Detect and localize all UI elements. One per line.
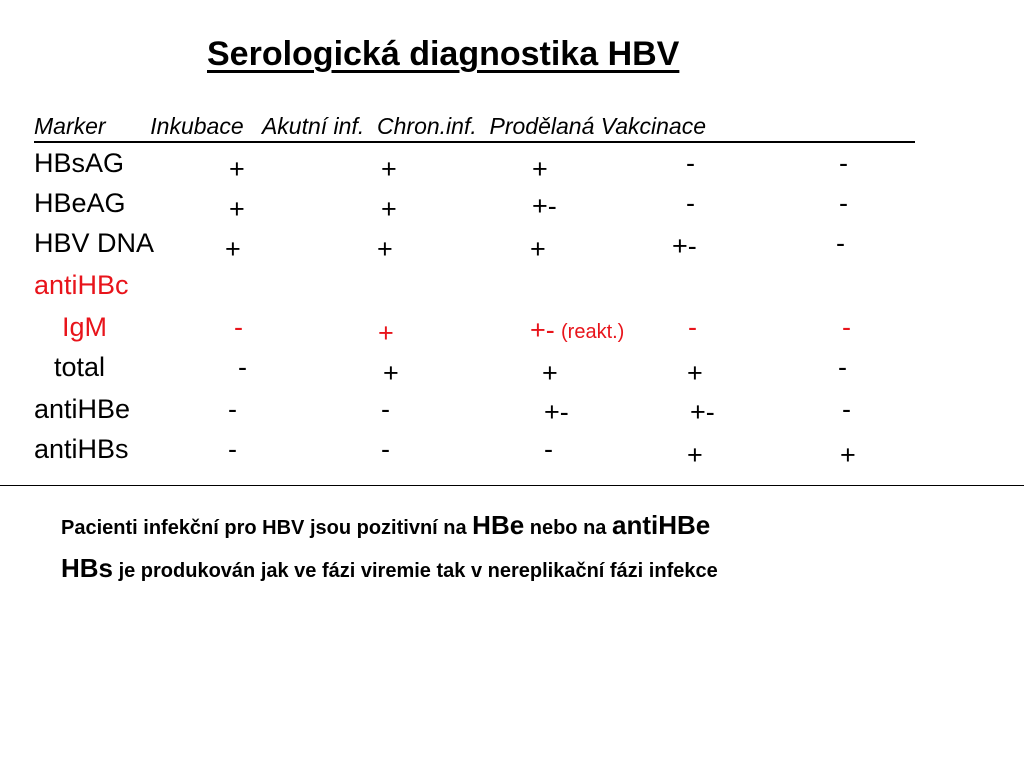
- row-label-hbeag: HBeAG: [34, 188, 126, 218]
- row-label-total: total: [54, 352, 106, 382]
- row-label-antihbc: antiHBc: [34, 270, 129, 300]
- cell-igm-chron: +-: [530, 315, 555, 345]
- note-text-2b: je produkován jak ve fázi viremie tak v nereplikační fázi infekce: [113, 560, 718, 582]
- cell-hbvdna-prodelana: +-: [672, 231, 697, 261]
- page-title: Serologická diagnostika HBV: [207, 35, 680, 73]
- cell-hbsag-inkubace: +: [229, 154, 245, 184]
- cell-hbvdna-vakcinace: -: [836, 228, 845, 258]
- cell-total-chron: +: [542, 358, 558, 388]
- row-label-antihbs: antiHBs: [34, 434, 129, 464]
- cell-igm-inkubace: -: [234, 312, 243, 342]
- cell-antihbs-akutni: -: [381, 434, 390, 464]
- cell-antihbs-prodelana: +: [687, 440, 703, 470]
- note-text-1a: Pacienti infekční pro HBV jsou pozitivní na: [61, 517, 473, 539]
- note-hbe: HBe: [472, 510, 525, 540]
- cell-hbvdna-akutni: +: [377, 234, 393, 264]
- cell-antihbe-prodelana: +-: [690, 397, 715, 427]
- cell-antihbs-vakcinace: +: [840, 440, 856, 470]
- row-label-hbsag: HBsAG: [34, 148, 125, 178]
- row-label-hbv-dna: HBV DNA: [34, 228, 155, 258]
- note-text-1c: nebo na: [524, 517, 612, 539]
- cell-igm-akutni: +: [378, 318, 394, 348]
- cell-hbeag-vakcinace: -: [839, 188, 848, 218]
- row-label-antihbe: antiHBe: [34, 394, 131, 424]
- header-underline: [34, 141, 915, 143]
- cell-total-vakcinace: -: [838, 352, 847, 382]
- row-label-igm: IgM: [62, 312, 108, 342]
- note-line-2: [61, 555, 718, 581]
- cell-hbeag-akutni: +: [381, 194, 397, 224]
- cell-antihbe-inkubace: -: [228, 394, 237, 424]
- cell-igm-vakcinace: -: [842, 312, 851, 342]
- cell-antihbs-inkubace: -: [228, 434, 237, 464]
- cell-hbvdna-chron: +: [530, 234, 546, 264]
- cell-hbsag-vakcinace: -: [839, 148, 848, 178]
- cell-antihbs-chron: -: [544, 434, 553, 464]
- section-divider: [0, 485, 1024, 486]
- cell-antihbe-vakcinace: -: [842, 394, 851, 424]
- cell-hbsag-prodelana: -: [686, 148, 695, 178]
- cell-hbsag-chron: +: [532, 154, 548, 184]
- cell-igm-chron-note: (reakt.): [561, 321, 625, 343]
- cell-antihbe-chron: +-: [544, 397, 569, 427]
- table-header: Marker Inkubace Akutní inf. Chron.inf. Prodělaná Vakcinace: [34, 113, 707, 139]
- cell-antihbe-akutni: -: [381, 394, 390, 424]
- note-antihbe: antiHBe: [611, 510, 711, 540]
- cell-total-inkubace: -: [238, 352, 247, 382]
- note-hbs: HBs: [61, 553, 114, 583]
- cell-hbeag-inkubace: +: [229, 194, 245, 224]
- cell-igm-prodelana: -: [688, 312, 697, 342]
- note-line-1: [61, 512, 710, 538]
- cell-total-akutni: +: [383, 358, 399, 388]
- cell-hbsag-akutni: +: [381, 154, 397, 184]
- cell-hbeag-chron: +-: [532, 191, 557, 221]
- cell-hbvdna-inkubace: +: [225, 234, 241, 264]
- cell-hbeag-prodelana: -: [686, 188, 695, 218]
- cell-total-prodelana: +: [687, 358, 703, 388]
